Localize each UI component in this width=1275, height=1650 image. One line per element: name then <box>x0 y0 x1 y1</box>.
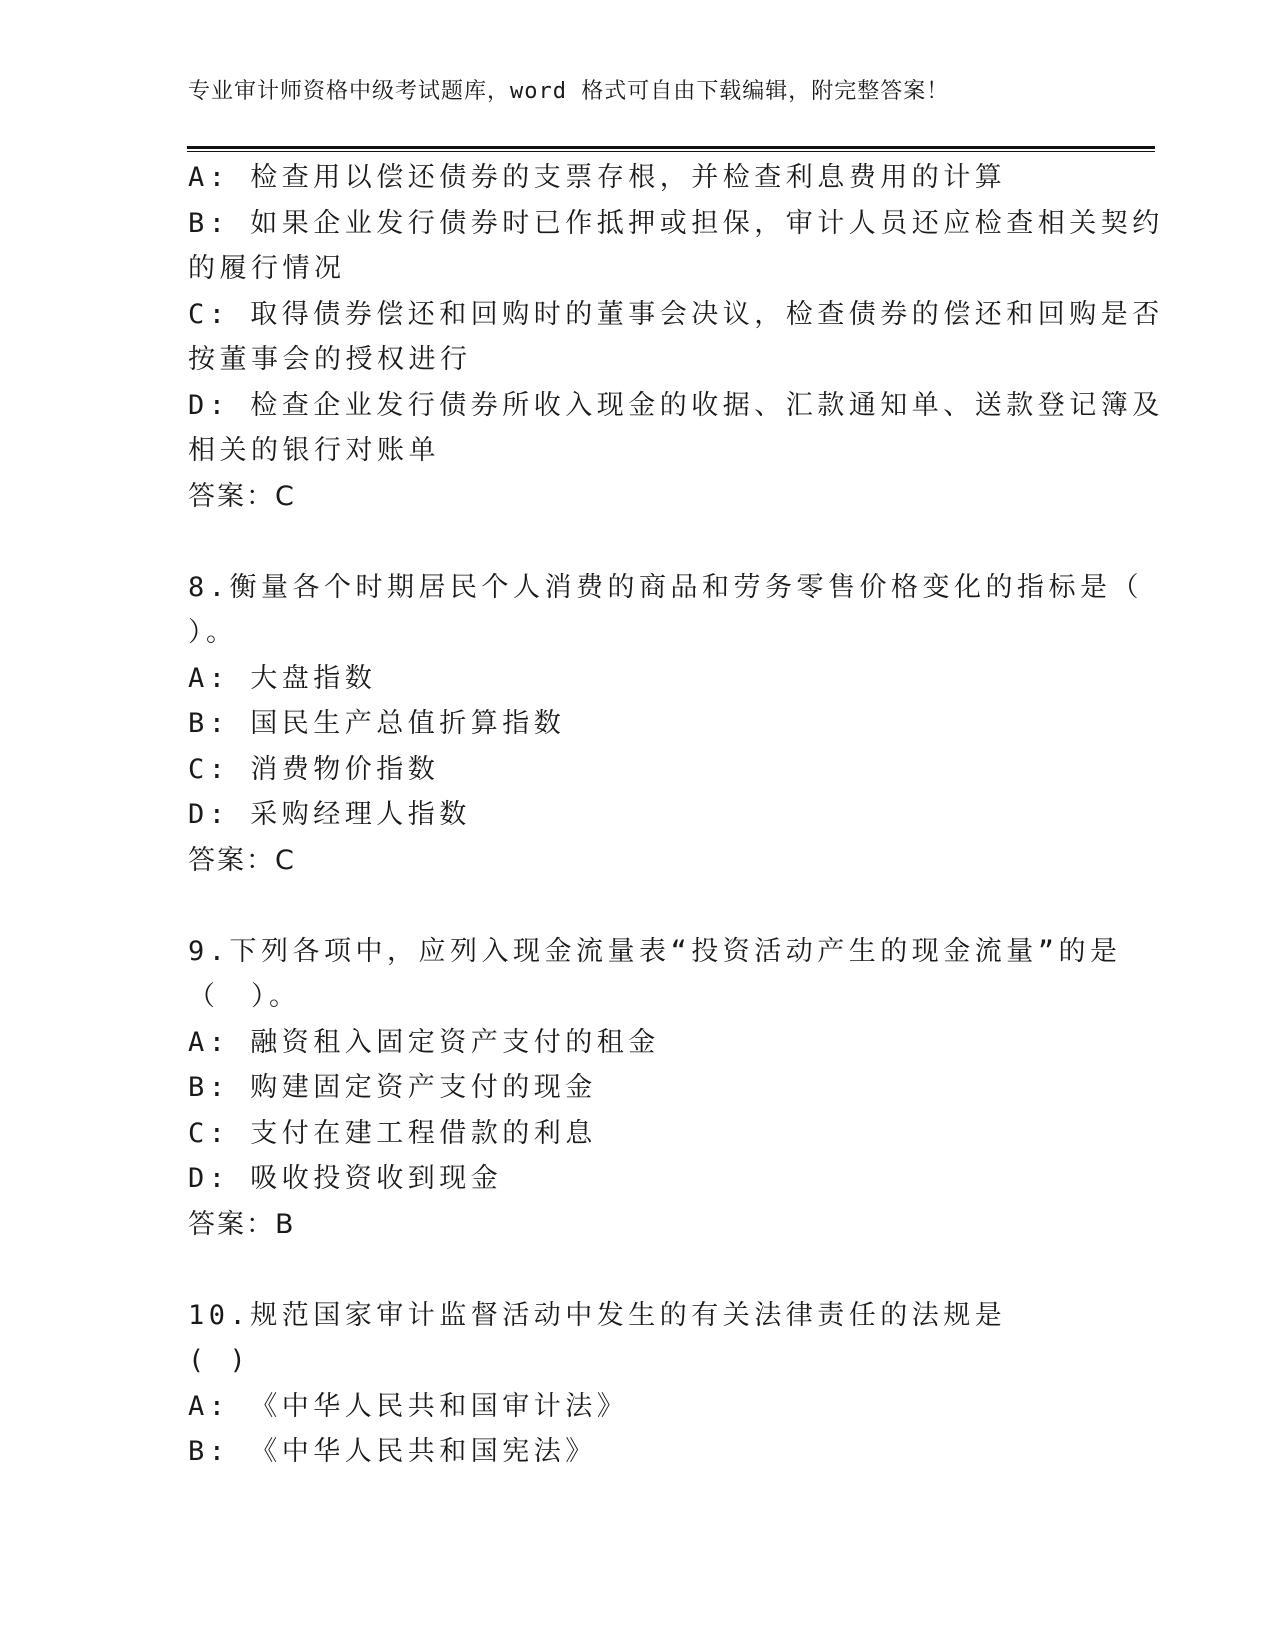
q10-option-a: A: 《中华人民共和国审计法》 <box>188 1390 629 1422</box>
q7-option-a: A: 检查用以偿还债券的支票存根，并检查利息费用的计算 <box>188 162 1007 193</box>
spacer <box>188 519 1088 565</box>
question-8-block <box>188 565 1144 884</box>
question-9-block <box>188 929 1122 1248</box>
q8-option-a: A: 大盘指数 <box>188 662 377 694</box>
q8-option-c: C: 消费物价指数 <box>188 753 440 785</box>
spacer <box>188 883 1088 929</box>
q8-stem-line1: 8.衡量各个时期居民个人消费的商品和劳务零售价格变化的指标是（ <box>188 571 1144 603</box>
q7-option-b-line2: 的履行情况 <box>188 253 346 284</box>
q7-option-c-line1: C: 取得债券偿还和回购时的董事会决议，检查债券的偿还和回购是否 <box>188 298 1164 330</box>
document-body <box>188 155 1164 1475</box>
q9-answer: 答案：B <box>188 1208 296 1240</box>
q8-option-b: B: 国民生产总值折算指数 <box>188 708 566 739</box>
q9-stem-line2: （ ）。 <box>188 981 301 1012</box>
q10-option-b: B: 《中华人民共和国宪法》 <box>188 1436 597 1467</box>
q9-option-d: D: 吸收投资收到现金 <box>188 1163 503 1194</box>
q7-option-d-line2: 相关的银行对账单 <box>188 435 440 466</box>
q7-option-b-line1: B: 如果企业发行债券时已作抵押或担保，审计人员还应检查相关契约 <box>188 207 1164 239</box>
q8-option-d: D: 采购经理人指数 <box>188 799 471 830</box>
q9-option-b: B: 购建固定资产支付的现金 <box>188 1072 597 1103</box>
question-7-block <box>188 155 1164 519</box>
question-10-block <box>188 1293 1088 1475</box>
q10-stem-line2: ( ) <box>188 1345 251 1376</box>
spacer <box>188 1247 1088 1293</box>
q9-option-c: C: 支付在建工程借款的利息 <box>188 1117 597 1149</box>
q7-option-c-line2: 按董事会的授权进行 <box>188 344 472 375</box>
q7-answer: 答案：C <box>188 480 296 512</box>
q7-option-d-line1: D: 检查企业发行债券所收入现金的收据、汇款通知单、送款登记簿及 <box>188 389 1164 421</box>
header-rule <box>187 146 1155 152</box>
page-header: 专业审计师资格中级考试题库，word 格式可自由下载编辑，附完整答案！ <box>188 79 950 104</box>
q9-stem-line1: 9.下列各项中，应列入现金流量表“投资活动产生的现金流量”的是 <box>188 935 1122 967</box>
q10-stem-line1: 10.规范国家审计监督活动中发生的有关法律责任的法规是 <box>188 1299 1007 1331</box>
q9-option-a: A: 融资租入固定资产支付的租金 <box>188 1026 660 1058</box>
q8-stem-line2: ）。 <box>188 617 238 648</box>
q8-answer: 答案：C <box>188 844 296 876</box>
